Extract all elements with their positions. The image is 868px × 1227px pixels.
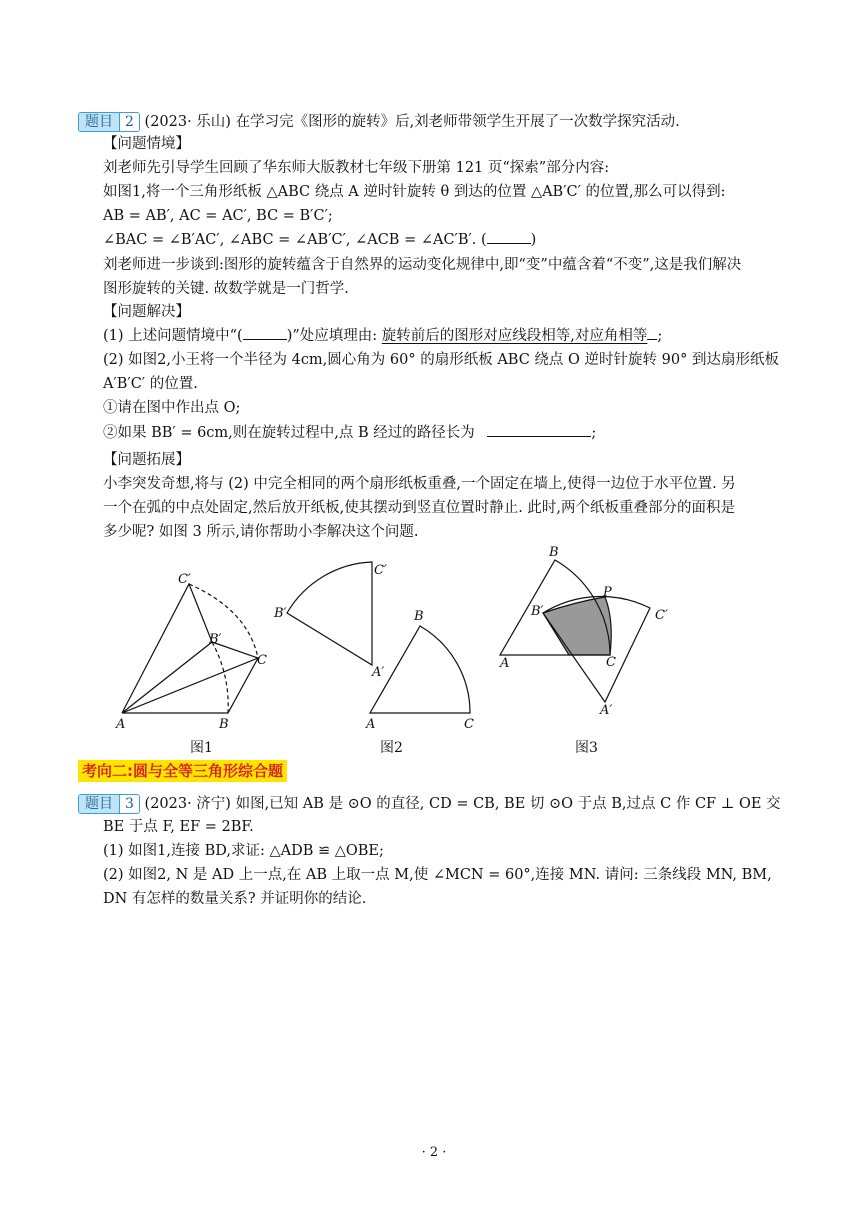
paragraph: 图形旋转的关键. 故数学就是一门哲学. [103,281,349,297]
text: ; [591,425,597,441]
sector-abc [370,626,470,713]
text: )”处应填理由: [286,328,378,344]
filled-answer: 旋转前后的图形对应线段相等,对应角相等 [381,328,648,344]
paragraph-with-blank [103,230,536,250]
label-b: B [414,609,424,624]
paragraph: 小李突发奇想,将与 (2) 中完全相同的两个扇形纸板重叠,一个固定在墙上,使得一边位于水平位置. 另 [103,476,736,492]
figure-1 [115,572,267,732]
question-3-title [78,794,781,814]
heading-situation: 【问题情境】 [103,136,190,152]
sector-a2b2c2 [287,562,372,665]
paragraph: 多少呢? 如图 3 所示,请你帮助小李解决这个问题. [103,524,419,540]
arc-b [212,642,228,713]
figures-svg [0,540,868,760]
paragraph: AB = AB′, AC = AC′, BC = B′C′; [103,208,333,224]
sub-question-2: (2) 如图2, N 是 AD 上一点,在 AB 上取一点 M,使 ∠MCN = 60°,连接 MN. 请问: 三条线段 MN, BM, [103,867,772,883]
sub-question-2: (2) 如图2,小王将一个半径为 4cm,圆心角为 60° 的扇形纸板 ABC 绕点 O 逆时针旋转 90° 到达扇形纸板 [103,352,779,368]
badge-number: 3 [119,795,139,813]
sub-question-2-part1: ①请在图中作出点 O; [103,400,241,416]
label-b-prime: B′ [209,632,222,647]
label-c-prime: C′ [178,572,191,587]
question-text: BE 于点 F, EF = 2BF. [103,819,254,835]
overlap-region [543,597,611,655]
sub-question-2-cont: A′B′C′ 的位置. [103,376,198,392]
triangle-abc [122,658,258,713]
triangle-ab2c2 [122,584,212,713]
badge-label: 题目 [79,113,119,131]
label-c-prime: C′ [655,608,668,623]
figure-3 [499,545,668,718]
label-p: P [603,585,612,600]
question-badge [78,794,140,814]
label-a-prime: A′ [372,665,385,680]
question-badge [78,112,140,132]
figure-1-caption: 图1 [190,740,213,756]
label-b: B [219,717,229,732]
text: ②如果 BB′ = 6cm,则在旋转过程中,点 B 经过的路径长为 [103,425,475,441]
underline-tail [647,339,657,340]
text: ) [530,232,537,248]
badge-label: 题目 [79,795,119,813]
figure-2 [273,562,474,732]
text: ∠BAC = ∠B′AC′, ∠ABC = ∠AB′C′, ∠ACB = ∠AC′B′. ( [103,232,487,248]
label-a-prime: A′ [600,703,613,718]
figure-2-caption: 图2 [380,740,403,756]
label-b-prime: B′ [531,604,544,619]
arc-c [189,584,258,658]
heading-solve: 【问题解决】 [103,304,190,320]
label-a: A [500,656,510,671]
sub-question-2-part2 [103,423,596,443]
answer-blank[interactable] [243,339,287,340]
label-c: C [257,653,267,668]
heading-extend: 【问题拓展】 [103,452,190,468]
figure-3-caption: 图3 [575,740,598,756]
label-b-prime: B′ [274,606,287,621]
sub-question-2-cont: DN 有怎样的数量关系? 并证明你的结论. [103,891,367,907]
paragraph: 一个在弧的中点处固定,然后放开纸板,使其摆动到竖直位置时静止. 此时,两个纸板重叠部分的面积是 [103,500,736,516]
label-c-prime: C′ [374,563,387,578]
label-c: C [606,655,616,670]
paragraph: 刘老师进一步谈到:图形的旋转蕴含于自然界的运动变化规律中,即“变”中蕴含着“不变”,这是我们解决 [103,257,742,273]
sub-question-1: (1) 如图1,连接 BD,求证: △ADB ≌ △OBE; [103,843,384,859]
paragraph: 刘老师先引导学生回顾了华东师大版教材七年级下册第 121 页“探索”部分内容: [103,160,610,176]
label-a: A [116,717,126,732]
label-c: C [464,717,474,732]
answer-blank[interactable] [487,436,591,437]
page-number: · 2 · [421,1145,447,1160]
badge-number: 2 [119,113,139,131]
text: (1) 上述问题情境中“( [103,328,243,344]
label-a: A [366,717,376,732]
paragraph: 如图1,将一个三角形纸板 △ABC 绕点 A 逆时针旋转 θ 到达的位置 △AB′C′ 的位置,那么可以得到: [103,184,726,200]
question-2-title [78,112,680,132]
question-text: (2023· 济宁) 如图,已知 AB 是 ⊙O 的直径, CD = CB, BE 切 ⊙O 于点 B,过点 C 作 CF ⊥ OE 交 [144,796,781,812]
question-intro: (2023· 乐山) 在学习完《图形的旋转》后,刘老师带领学生开展了一次数学探究活动. [144,114,680,130]
sub-question-1 [103,326,662,346]
text: ; [657,328,663,344]
label-b: B [549,545,559,560]
answer-blank[interactable] [487,243,531,244]
section-heading: 考向二:圆与全等三角形综合题 [78,760,287,782]
